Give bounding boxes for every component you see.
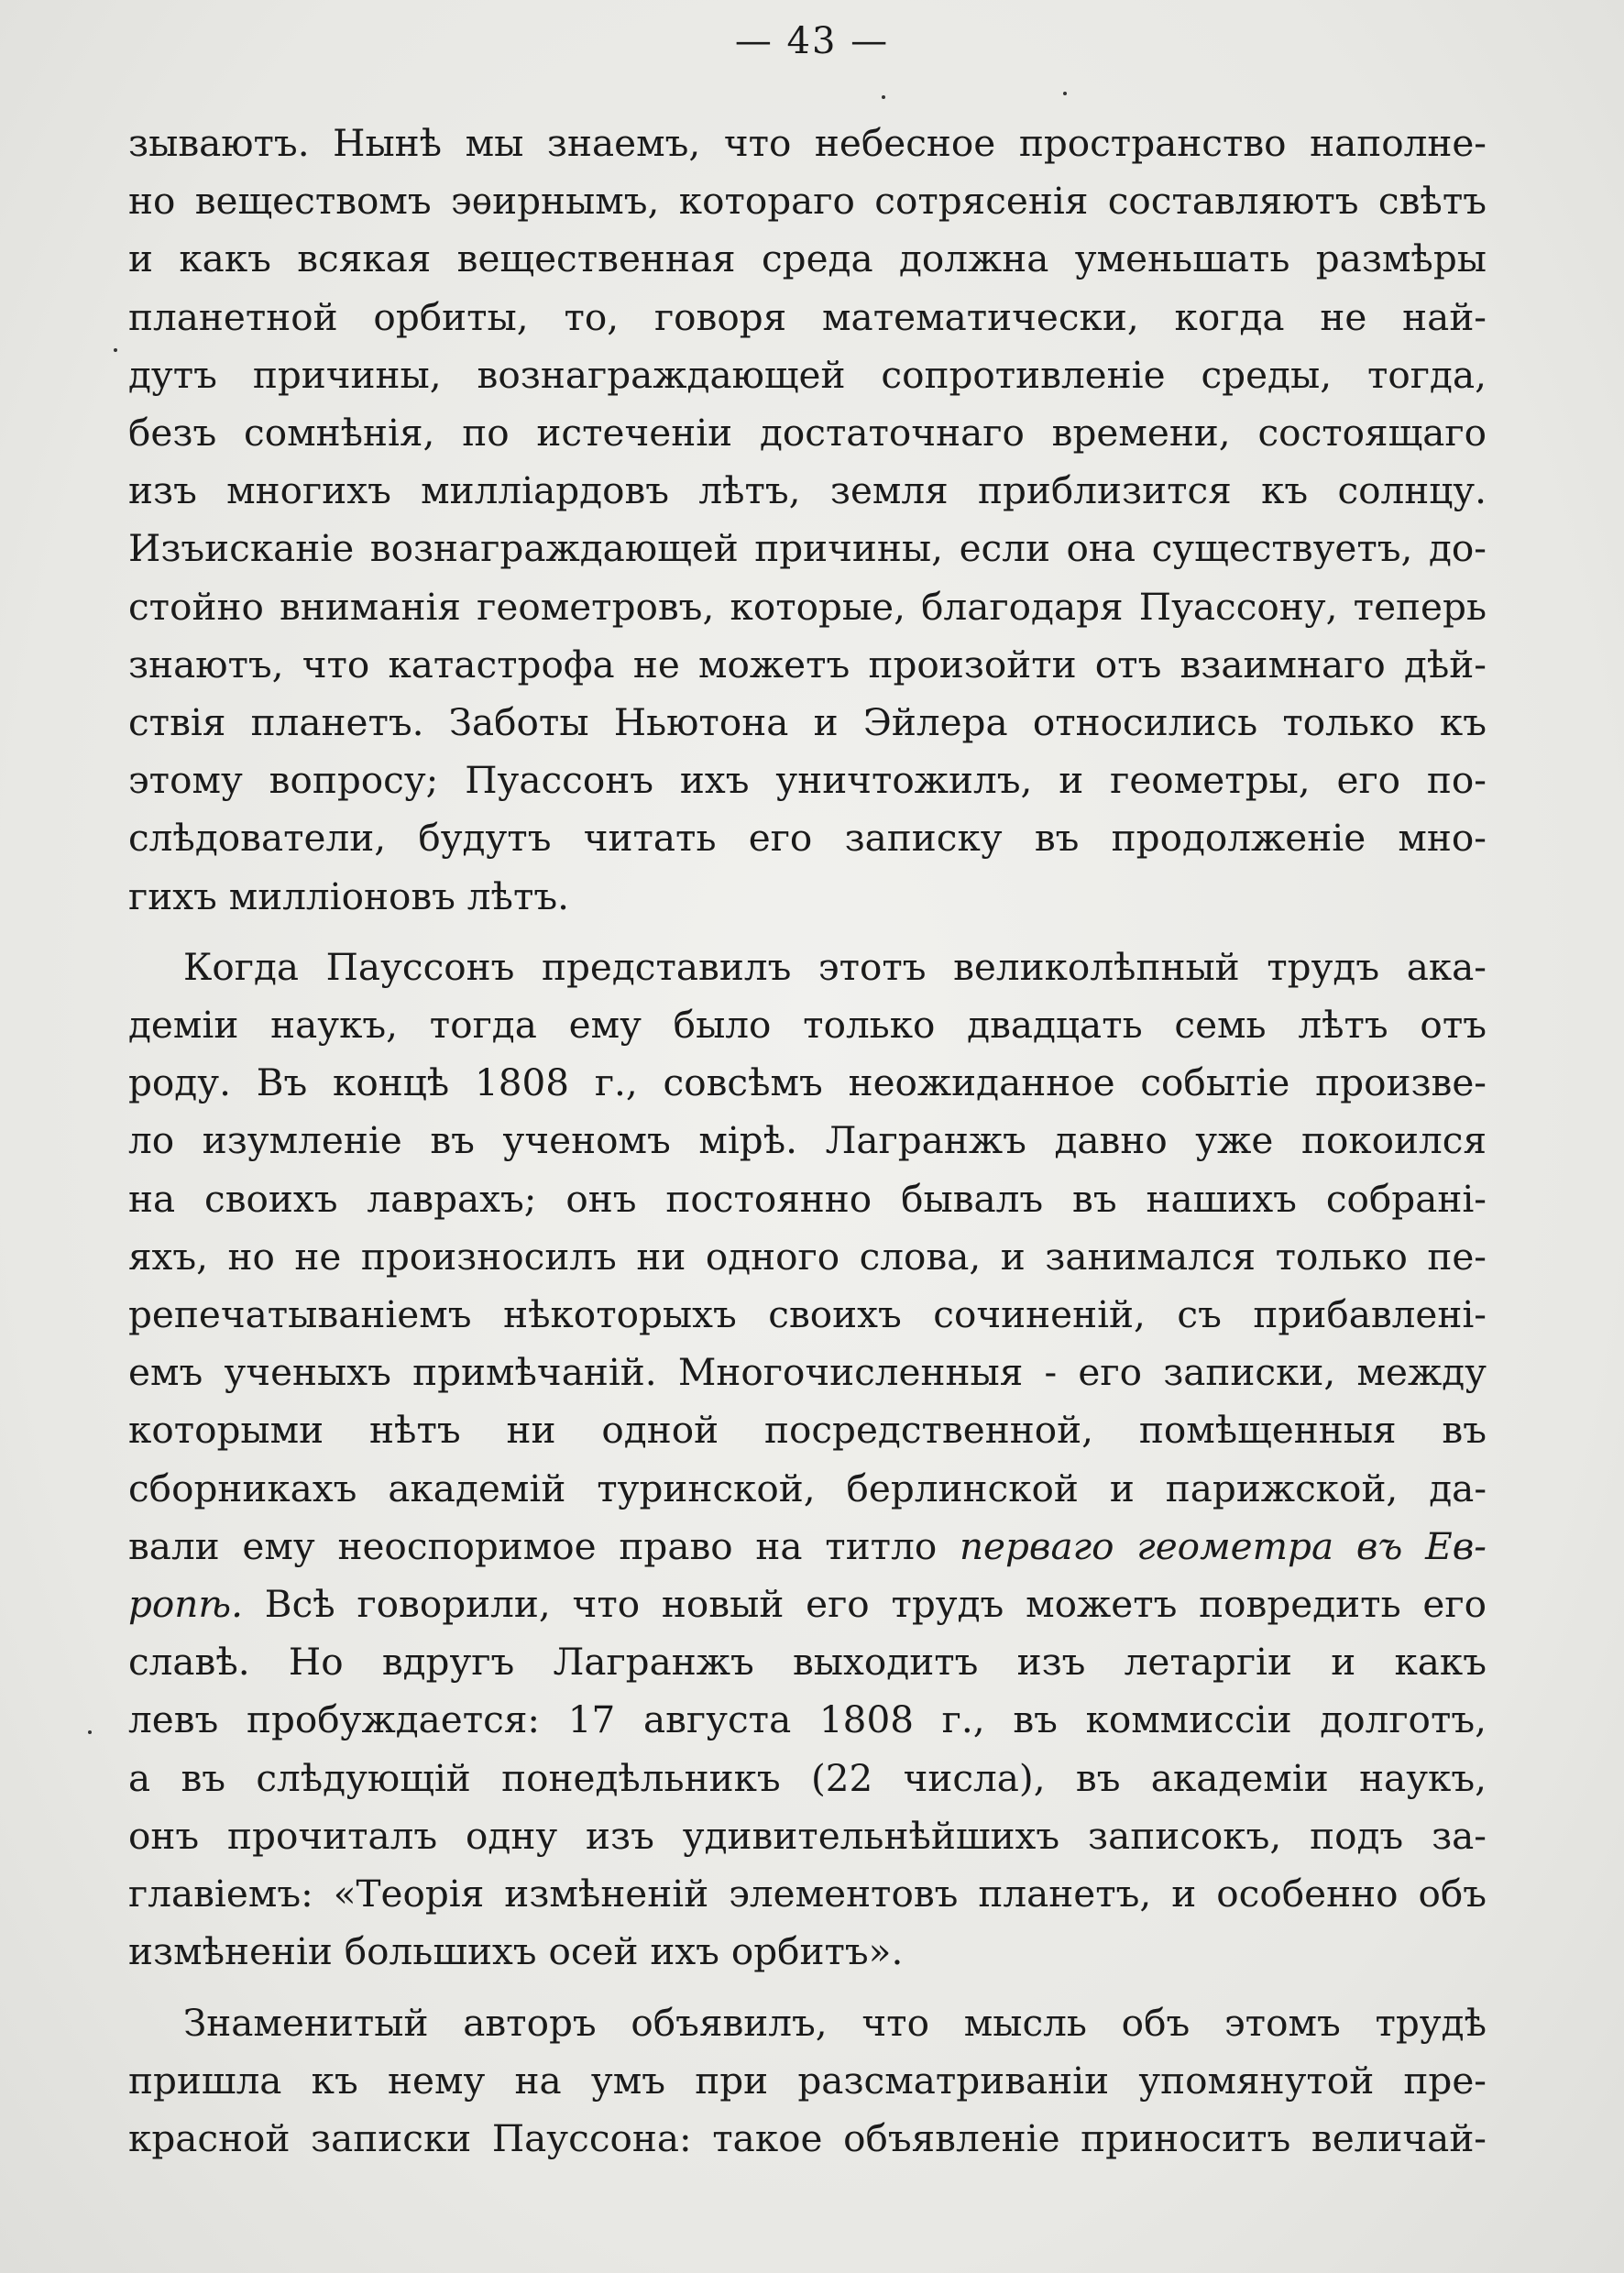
- text-line: которыми нѣтъ ни одной посредственной, помѣщенныя въ: [128, 1408, 1487, 1453]
- text-line: изъ многихъ милліардовъ лѣтъ, земля приблизится къ солнцу.: [128, 468, 1487, 513]
- text-line: этому вопросу; Пуассонъ ихъ уничтожилъ, и геометры, его по-: [128, 758, 1487, 803]
- text-line: красной записки Паусcона: такое объявленіе приноситъ величай-: [128, 2115, 1487, 2160]
- text-line: онъ прочиталъ одну изъ удивительнѣйшихъ записокъ, подъ за-: [128, 1813, 1487, 1858]
- print-speck: [114, 348, 117, 352]
- text-line: дутъ причины, вознаграждающей сопротивленіе среды, тогда,: [128, 352, 1487, 397]
- text-line: ствія планетъ. Заботы Ньютона и Эйлера относились только къ: [128, 700, 1487, 745]
- print-speck: [88, 1730, 92, 1734]
- paragraph-1: [128, 115, 1487, 926]
- text-line: на своихъ лаврахъ; онъ постоянно бывалъ въ нашихъ собрані-: [128, 1176, 1487, 1221]
- text-line: славѣ. Но вдругъ Лагранжъ выходитъ изъ летаргіи и какъ: [128, 1640, 1487, 1685]
- emphasis-text: перваго геометра въ Ев-: [959, 1523, 1487, 1568]
- text-line: знаютъ, что катастрофа не можетъ произойти отъ взаимнаго дѣй-: [128, 642, 1487, 686]
- paragraph-2: [128, 939, 1487, 1982]
- text-line: но веществомъ эѳирнымъ, котораго сотрясенія составляютъ свѣтъ: [128, 179, 1487, 224]
- text-run: вали ему неоспоримое право на титло: [128, 1523, 960, 1568]
- text-line: Изъисканіе вознаграждающей причины, если она существуетъ, до-: [128, 526, 1487, 571]
- text-line: роду. Въ концѣ 1808 г., совсѣмъ неожиданное событіе произве-: [128, 1060, 1487, 1105]
- print-speck: [1063, 92, 1067, 95]
- text-line: емъ ученыхъ примѣчаній. Многочисленныя - его записки, между: [128, 1350, 1487, 1395]
- text-run: Всѣ говорили, что новый его трудъ можетъ повредить его: [243, 1582, 1487, 1627]
- text-line: сборникахъ академій туринской, берлинской и парижской, да-: [128, 1466, 1487, 1510]
- text-line-with-emphasis: [128, 1518, 1487, 1576]
- text-line: гихъ милліоновъ лѣтъ.: [128, 873, 569, 918]
- text-line: зываютъ. Нынѣ мы знаемъ, что небесное пространство наполне-: [128, 121, 1487, 165]
- page-number: — 43 —: [734, 20, 890, 62]
- text-line: ло изумленіе въ ученомъ мірѣ. Лагранжъ давно уже покоился: [128, 1118, 1487, 1163]
- text-line: измѣненіи большихъ осей ихъ орбитъ».: [128, 1929, 904, 1974]
- text-line: Когда Пауссонъ представилъ этотъ великолѣпный трудъ ака-: [183, 944, 1487, 989]
- text-line: пришла къ нему на умъ при разсматриваніи упомянутой пре-: [128, 2058, 1487, 2103]
- text-line: левъ пробуждается: 17 августа 1808 г., въ коммиссіи долготъ,: [128, 1697, 1487, 1742]
- text-line: а въ слѣдующій понедѣльникъ (22 числа), въ академіи наукъ,: [128, 1755, 1487, 1800]
- text-line: стойно вниманія геометровъ, которые, благодаря Пуассону, теперь: [128, 584, 1487, 629]
- print-speck: [882, 95, 885, 99]
- text-line: деміи наукъ, тогда ему было только двадцать семь лѣтъ отъ: [128, 1003, 1487, 1048]
- text-line: планетной орбиты, то, говоря математически, когда не най-: [128, 294, 1487, 339]
- text-line: слѣдователи, будутъ читать его записку въ продолженіе мно-: [128, 816, 1487, 861]
- text-line: главіемъ: «Теорія измѣненій элементовъ планетъ, и особенно объ: [128, 1872, 1487, 1916]
- text-line-with-emphasis: [128, 1576, 1487, 1633]
- text-body: [128, 115, 1487, 2168]
- paragraph-3: [128, 1994, 1487, 2169]
- text-line: Знаменитый авторъ объявилъ, что мысль объ этомъ трудѣ: [183, 2000, 1487, 2045]
- text-line: безъ сомнѣнія, по истеченіи достаточнаго времени, состоящаго: [128, 411, 1487, 456]
- text-line: и какъ всякая вещественная среда должна уменьшать размѣры: [128, 236, 1487, 281]
- text-line: яхъ, но не произносилъ ни одного слова, и занимался только пе-: [128, 1234, 1487, 1279]
- text-line: репечатываніемъ нѣкоторыхъ своихъ сочиненій, съ прибавлені-: [128, 1292, 1487, 1337]
- emphasis-text: ропѣ.: [128, 1582, 244, 1627]
